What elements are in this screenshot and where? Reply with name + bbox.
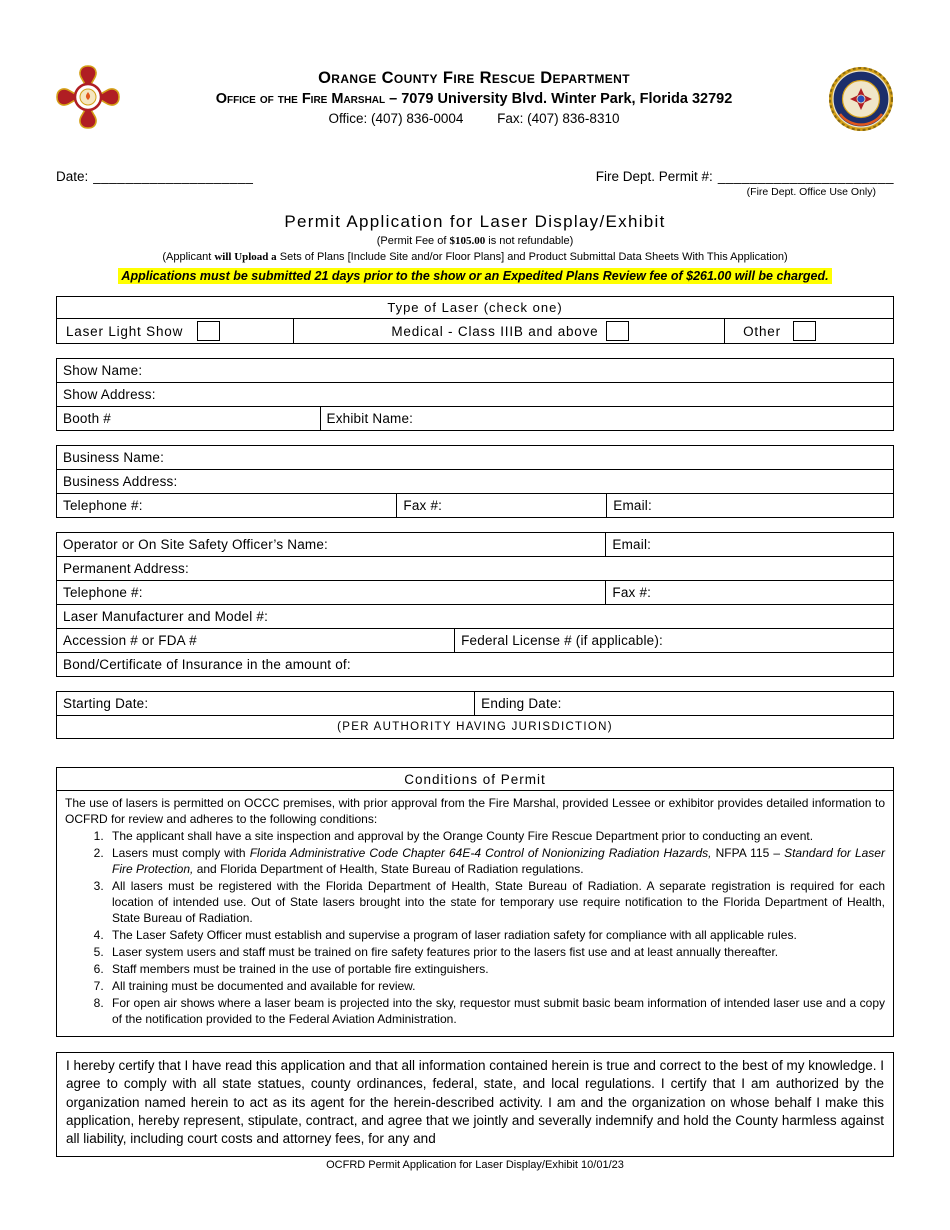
- operator-fax-value[interactable]: [651, 586, 887, 600]
- booth-number-label: Booth #: [63, 411, 111, 426]
- office-fax: Fax: (407) 836-8310: [497, 111, 620, 126]
- office-title: Office of the Fire Marshal: [215, 91, 386, 107]
- business-name-field[interactable]: [57, 446, 893, 469]
- condition-item-6: 6. Staff members must be trained in the use of portable fire extinguishers.: [107, 961, 885, 977]
- accession-fda-field[interactable]: [57, 629, 454, 652]
- fee-note: [56, 234, 894, 248]
- other-label: Other: [743, 323, 781, 339]
- bond-insurance-field[interactable]: [57, 653, 893, 676]
- business-email-value[interactable]: [652, 499, 887, 513]
- laser-manufacturer-field[interactable]: [57, 605, 893, 628]
- permit-number-label: Fire Dept. Permit #:: [595, 169, 713, 184]
- fee-amount: $105.00: [449, 235, 486, 247]
- table-row: [57, 382, 893, 406]
- business-email-field[interactable]: [606, 494, 893, 517]
- show-address-label: Show Address:: [63, 387, 156, 402]
- dates-table: [56, 691, 894, 739]
- permanent-address-value[interactable]: [189, 562, 887, 576]
- laser-type-header-row: [57, 297, 893, 318]
- bond-insurance-label: Bond/Certificate of Insurance in the amount of:: [63, 657, 351, 672]
- date-label: Date:: [56, 169, 89, 184]
- table-row: [57, 469, 893, 493]
- plans-note-bold: will Upload a: [214, 251, 277, 263]
- starting-date-value[interactable]: [148, 697, 468, 711]
- operator-telephone-value[interactable]: [143, 586, 600, 600]
- date-group: [56, 169, 253, 198]
- left-badge-svg: [56, 64, 120, 130]
- business-telephone-field[interactable]: [57, 494, 396, 517]
- medical-class-checkbox[interactable]: [606, 321, 629, 341]
- federal-license-label: Federal License # (if applicable):: [461, 633, 663, 648]
- operator-name-field[interactable]: [57, 533, 605, 556]
- fee-note-pre: (Permit Fee of: [376, 235, 450, 247]
- exhibit-name-label: Exhibit Name:: [326, 411, 414, 426]
- operator-info-table: [56, 532, 894, 677]
- orange-county-fire-rescue-seal-icon: [828, 64, 894, 139]
- laser-manufacturer-value[interactable]: [268, 610, 887, 624]
- office-separator: –: [389, 91, 398, 107]
- office-phone: Office: (407) 836-0004: [328, 111, 464, 126]
- laser-manufacturer-label: Laser Manufacturer and Model #:: [63, 609, 269, 624]
- permanent-address-label: Permanent Address:: [63, 561, 189, 576]
- condition-item-3: 3. All lasers must be registered with the Florida Department of Health, State Bureau of Radiation. A separate registration is required for each location of intended use. Out of State lasers brought into the state for temporary use require notification to the Florida Department of Health, State Bureau of Radiation.: [107, 878, 885, 926]
- permit-number-group: [596, 169, 894, 198]
- condition-2-italic-2: Standard for Laser Fire Protection,: [112, 846, 885, 876]
- condition-2-mid: NFPA 115 –: [711, 846, 785, 860]
- permanent-address-field[interactable]: [57, 557, 893, 580]
- show-address-value[interactable]: [156, 388, 887, 402]
- business-info-table: [56, 445, 894, 518]
- condition-item-8: 8. For open air shows where a laser beam is projected into the sky, requestor must submit basic beam information of intended laser use and a copy of the notification provided to the Federal Aviation Administration.: [107, 995, 885, 1027]
- other-option: [724, 319, 893, 343]
- federal-license-field[interactable]: [454, 629, 893, 652]
- table-row: [57, 580, 893, 604]
- operator-email-value[interactable]: [651, 538, 887, 552]
- booth-number-value[interactable]: [111, 412, 314, 426]
- operator-email-label: Email:: [612, 537, 652, 552]
- permit-number-blank-field[interactable]: ______________________: [717, 169, 894, 184]
- business-telephone-label: Telephone #:: [63, 498, 143, 513]
- table-row: [57, 556, 893, 580]
- fire-rescue-maltese-cross-badge-icon: [56, 64, 120, 135]
- condition-item-4: 4. The Laser Safety Officer must establish and supervise a program of laser radiation safety for compliance with all applicable rules.: [107, 927, 885, 943]
- condition-item-5: 5. Laser system users and staff must be trained on fire safety features prior to the lasers fist use and at least annually thereafter.: [107, 944, 885, 960]
- operator-telephone-field[interactable]: [57, 581, 605, 604]
- ending-date-value[interactable]: [562, 697, 887, 711]
- conditions-table: [56, 767, 894, 1037]
- accession-fda-value[interactable]: [197, 634, 448, 648]
- table-row: [57, 604, 893, 628]
- document-header: [56, 64, 894, 139]
- certification-text: I hereby certify that I have read this application and that all information contained herein is true and correct to the best of my knowledge. I agree to comply with all state statues, county ordinances, federal, state, and local regulations. I certify that I am authorized by the organization named herein to act as its agent for the herein-described activity. I am and the organization on whose behalf I make this application, hereby represent, stipulate, contract, and agree that we jointly and severally indemnify and hold the County harmless against all liability, including court costs and attorney fees, for any and: [66, 1058, 884, 1147]
- business-fax-label: Fax #:: [403, 498, 443, 513]
- operator-name-value[interactable]: [328, 538, 599, 552]
- ending-date-label: Ending Date:: [481, 696, 562, 711]
- table-row: [57, 652, 893, 676]
- business-email-label: Email:: [613, 498, 652, 513]
- laser-type-header: Type of Laser (check one): [387, 300, 563, 315]
- date-permit-row: [56, 169, 894, 198]
- deadline-notice: Applications must be submitted 21 days prior to the show or an Expedited Plans Review fee of $261.00 will be charged.: [118, 268, 831, 284]
- plans-note-post: Sets of Plans [Include Site and/or Floor Plans] and Product Submittal Data Sheets With This Application): [276, 251, 788, 263]
- footer-note: OCFRD Permit Application for Laser Display/Exhibit 10/01/23: [326, 1159, 624, 1172]
- laser-type-options-row: [57, 318, 893, 343]
- operator-email-field[interactable]: [605, 533, 893, 556]
- starting-date-label: Starting Date:: [63, 696, 149, 711]
- business-address-value[interactable]: [177, 475, 887, 489]
- table-row: [57, 692, 893, 715]
- exhibit-name-field[interactable]: [320, 407, 894, 430]
- authority-jurisdiction-note: (PER AUTHORITY HAVING JURISDICTION): [337, 721, 613, 733]
- plans-note: [56, 250, 894, 264]
- medical-class-label: Medical - Class IIIB and above: [391, 323, 599, 339]
- date-blank-field[interactable]: ____________________: [93, 169, 254, 184]
- page-title: Permit Application for Laser Display/Exhibit: [284, 212, 666, 231]
- operator-name-label: Operator or On Site Safety Officer’s Name:: [63, 537, 329, 552]
- table-row: [57, 406, 893, 430]
- ending-date-field[interactable]: [474, 692, 893, 715]
- accession-fda-label: Accession # or FDA #: [63, 633, 197, 648]
- business-name-value[interactable]: [164, 451, 887, 465]
- show-address-field[interactable]: [57, 383, 893, 406]
- condition-item-1: 1. The applicant shall have a site inspection and approval by the Orange County Fire Rescue Department prior to conducting an event.: [107, 828, 885, 844]
- right-badge-svg: [828, 64, 894, 134]
- conditions-body: [57, 790, 893, 1036]
- show-name-value[interactable]: [142, 364, 887, 378]
- office-use-only-note: (Fire Dept. Office Use Only): [746, 186, 876, 198]
- business-address-field[interactable]: [57, 470, 893, 493]
- business-fax-value[interactable]: [442, 499, 600, 513]
- conditions-title-row: [57, 768, 893, 790]
- medical-class-option: [293, 319, 724, 343]
- laser-light-show-checkbox[interactable]: [197, 321, 220, 341]
- conditions-list: [65, 828, 885, 1027]
- deadline-notice-wrap: [56, 267, 894, 285]
- table-row: [57, 359, 893, 382]
- operator-fax-label: Fax #:: [612, 585, 652, 600]
- operator-fax-field[interactable]: [605, 581, 893, 604]
- condition-item-7: 7. All training must be documented and available for review.: [107, 978, 885, 994]
- starting-date-field[interactable]: [57, 692, 474, 715]
- laser-type-table: [56, 296, 894, 344]
- show-name-field[interactable]: [57, 359, 893, 382]
- federal-license-value[interactable]: [663, 634, 887, 648]
- business-address-label: Business Address:: [63, 474, 178, 489]
- business-fax-field[interactable]: [396, 494, 606, 517]
- plans-note-pre: (Applicant: [162, 251, 215, 263]
- condition-2-pre: Lasers must comply with: [112, 846, 250, 860]
- conditions-intro: The use of lasers is permitted on OCCC premises, with prior approval from the Fire Marshal, provided Lessee or exhibitor provides detailed information to OCFRD for review and adheres to the following conditions:: [65, 796, 885, 826]
- header-text: [120, 64, 828, 126]
- table-row: [57, 628, 893, 652]
- table-row: [57, 493, 893, 517]
- department-name: Orange County Fire Rescue Department: [318, 69, 630, 87]
- condition-2-post: and Florida Department of Health, State Bureau of Radiation regulations.: [193, 862, 584, 876]
- bond-insurance-value[interactable]: [351, 658, 887, 672]
- table-row: [57, 533, 893, 556]
- conditions-title: Conditions of Permit: [404, 771, 546, 787]
- operator-telephone-label: Telephone #:: [63, 585, 143, 600]
- laser-light-show-option: [57, 319, 293, 343]
- condition-2-italic-1: Florida Administrative Code Chapter 64E-4 Control of Nonionizing Radiation Hazards,: [249, 846, 712, 860]
- show-name-label: Show Name:: [63, 363, 143, 378]
- exhibit-name-value[interactable]: [413, 412, 887, 426]
- phone-fax-line: [120, 111, 828, 126]
- show-info-table: [56, 358, 894, 431]
- table-row: [57, 446, 893, 469]
- booth-number-field[interactable]: [57, 407, 320, 430]
- other-checkbox[interactable]: [793, 321, 816, 341]
- business-telephone-value[interactable]: [143, 499, 391, 513]
- fee-note-post: is not refundable): [485, 235, 574, 247]
- office-address-line: [120, 91, 828, 107]
- table-row: [57, 715, 893, 738]
- office-street-address: 7079 University Blvd. Winter Park, Florida 32792: [401, 91, 733, 107]
- laser-light-show-label: Laser Light Show: [66, 323, 184, 339]
- condition-item-2: [107, 845, 885, 877]
- business-name-label: Business Name:: [63, 450, 165, 465]
- certification-box: [56, 1052, 894, 1157]
